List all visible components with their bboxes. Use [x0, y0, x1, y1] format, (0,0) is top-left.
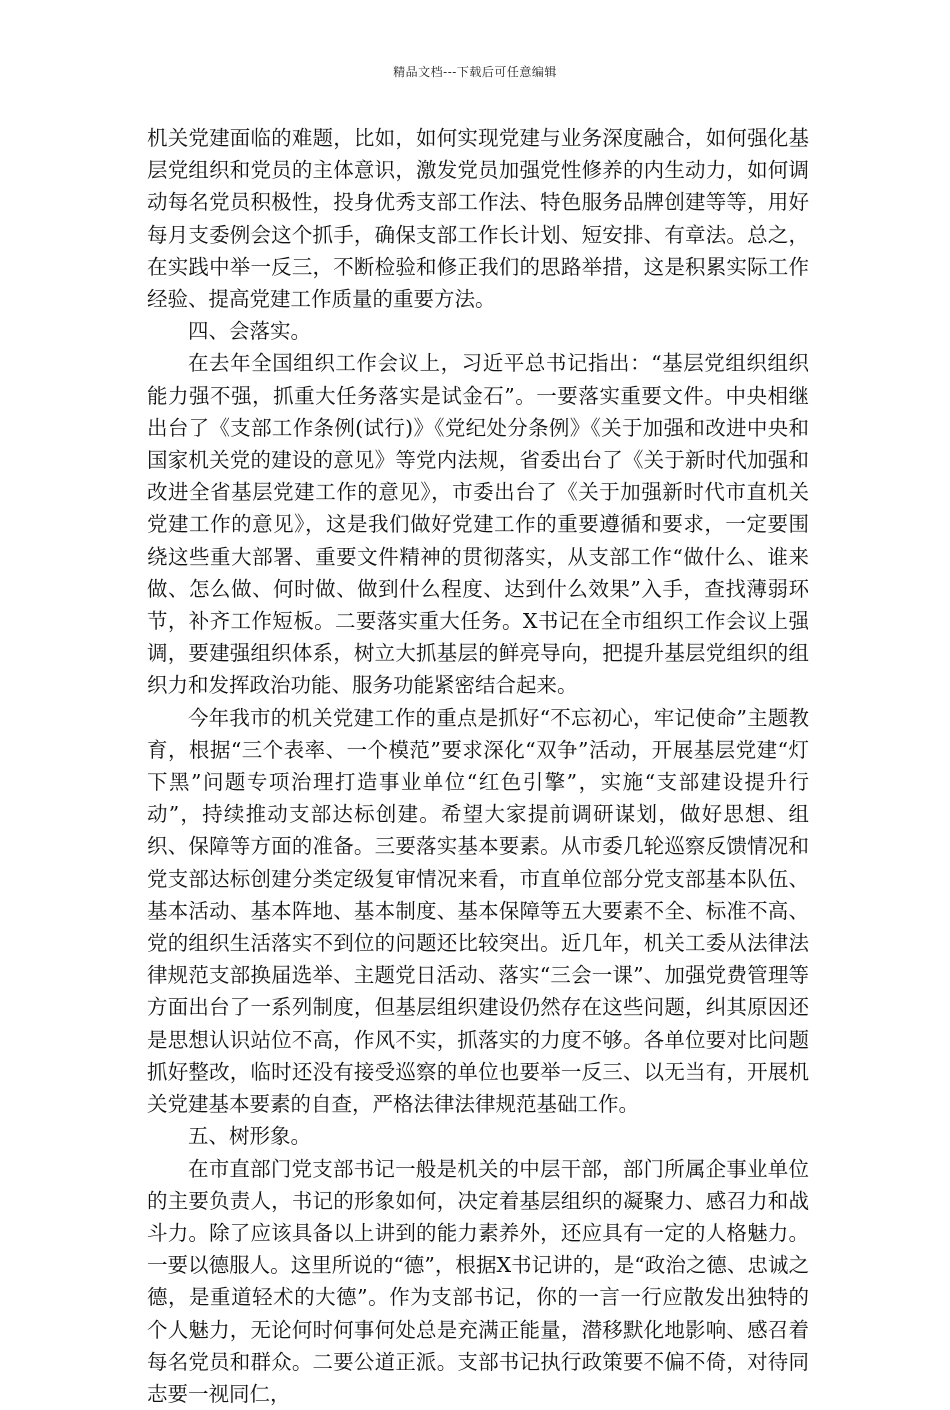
paragraph-four-b: 今年我市的机关党建工作的重点是抓好“不忘初心，牢记使命”主题教育，根据“三个表率、一个模范”要求深化“双争”活动，开展基层党建“灯下黑”问题专项治理打造事业单位“红色引擎”，实施“支部建设提升行动”，持续推动支部达标创建。希望大家提前调研谋划，做好思想、组织、保障等方面的准备。三要落实基本要素。从市委几轮巡察反馈情况和党支部达标创建分类定级复审情况来看，市直单位部分党支部基本队伍、基本活动、基本阵地、基本制度、基本保障等五大要素不全、标准不高、党的组织生活落实不到位的问题还比较突出。近几年，机关工委从法律法律规范支部换届选举、主题党日活动、落实“三会一课”、加强党费管理等方面出台了一系列制度，但基层组织建设仍然存在这些问题，纠其原因还是思想认识站位不高，作风不实，抓落实的力度不够。各单位要对比问题抓好整改，临时还没有接受巡察的单位也要举一反三、以无当有，开展机关党建基本要素的自查，严格法律法律规范基础工作。	[147, 702, 809, 1121]
document-body	[147, 122, 809, 1410]
page-header: 精品文档---下载后可任意编辑	[0, 63, 950, 80]
paragraph-continuation: 机关党建面临的难题，比如，如何实现党建与业务深度融合，如何强化基层党组织和党员的主体意识，激发党员加强党性修养的内生动力，如何调动每名党员积极性，投身优秀支部工作法、特色服务品牌创建等等，用好每月支委例会这个抓手，确保支部工作长计划、短安排、有章法。总之，在实践中举一反三，不断检验和修正我们的思路举措，这是积累实际工作经验、提高党建工作质量的重要方法。	[147, 122, 809, 315]
paragraph-four-a: 在去年全国组织工作会议上，习近平总书记指出：“基层党组织组织能力强不强，抓重大任务落实是试金石”。一要落实重要文件。中央相继出台了《支部工作条例(试行)》《党纪处分条例》《关于加强和改进中央和国家机关党的建设的意见》等党内法规，省委出台了《关于新时代加强和改进全省基层党建工作的意见》，市委出台了《关于加强新时代市直机关党建工作的意见》，这是我们做好党建工作的重要遵循和要求，一定要围绕这些重大部署、重要文件精神的贯彻落实，从支部工作“做什么、谁来做、怎么做、何时做、做到什么程度、达到什么效果”入手，查找薄弱环节，补齐工作短板。二要落实重大任务。X书记在全市组织工作会议上强调，要建强组织体系，树立大抓基层的鲜亮导向，把提升基层党组织的组织力和发挥政治功能、服务功能紧密结合起来。	[147, 347, 809, 701]
section-heading-four: 四、会落实。	[147, 315, 809, 347]
section-heading-five: 五、树形象。	[147, 1120, 809, 1152]
paragraph-five-a: 在市直部门党支部书记一般是机关的中层干部，部门所属企事业单位的主要负责人，书记的形象如何，决定着基层组织的凝聚力、感召力和战斗力。除了应该具备以上讲到的能力素养外，还应具有一定的人格魅力。一要以德服人。这里所说的“德”，根据X书记讲的，是“政治之德、忠诚之德，是重道轻术的大德”。作为支部书记，你的一言一行应散发出独特的个人魅力，无论何时何事何处总是充满正能量，潜移默化地影响、感召着每名党员和群众。二要公道正派。支部书记执行政策要不偏不倚，对待同志要一视同仁，	[147, 1153, 809, 1410]
